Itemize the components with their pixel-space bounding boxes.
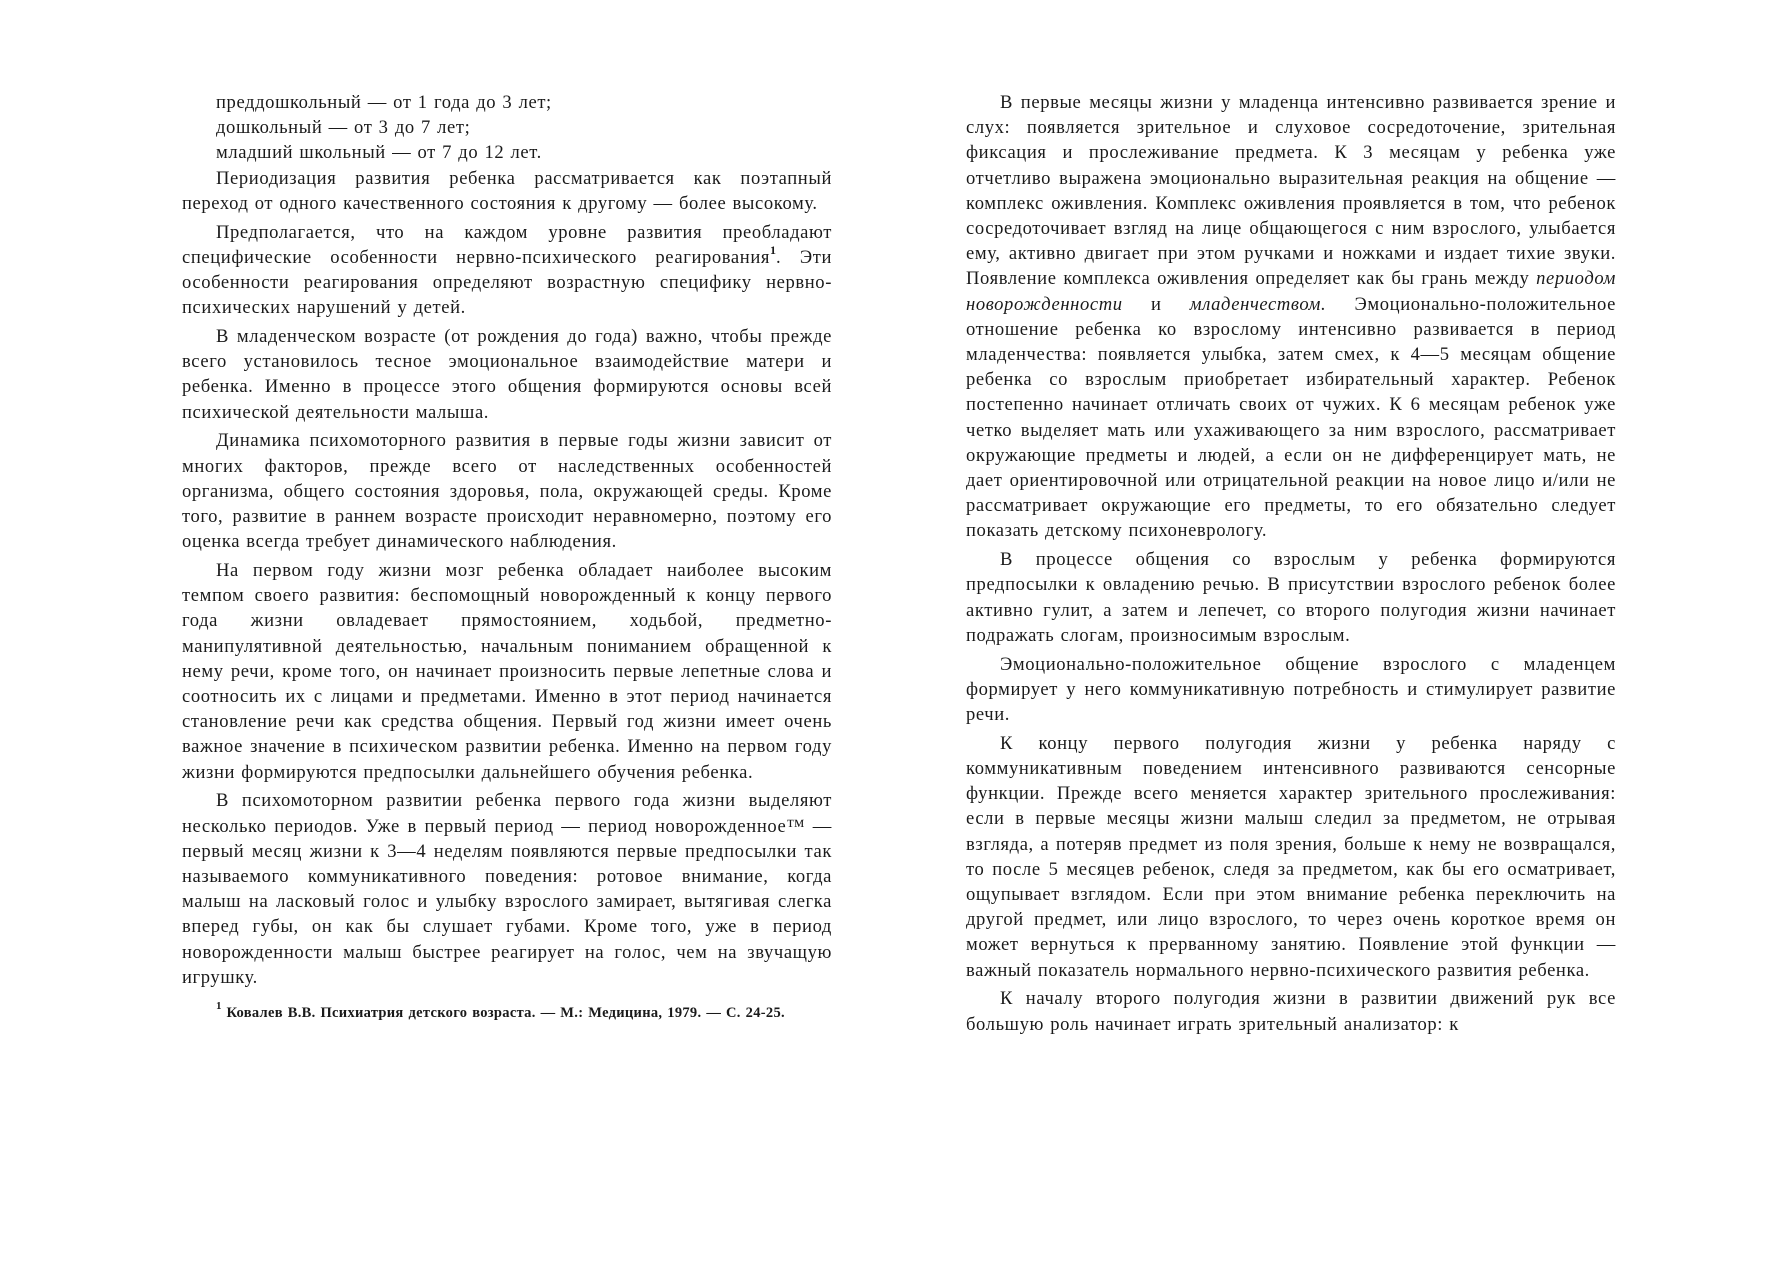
list-item: младший школьный — от 7 до 12 лет.	[216, 142, 542, 164]
footnote-text: Ковалев В.В. Психиатрия детского возраста. — М.: Медицина, 1979. — С. 24-25.	[226, 1005, 785, 1022]
paragraph-periods: В психомоторном развитии ребенка первого года жизни выделяют несколько периодов. Уже в первый период — период новорожденное™ — первый месяц жизни к 3—4 неделям появляются первые предпосылки так называемого коммуникативного поведения: ротовое внимание, когда малыш на ласковый голос и улыбку взрослого замирает, вытягивая слегка вперед губы, он как бы слушает губами. Кроме того, уже в период новорожденности малыш быстрее реагирует на голос, чем на звучащую игрушку.	[182, 790, 832, 988]
paragraph-emotional: Эмоционально-положительное общение взрослого с младенцем формирует у него коммуникативную потребность и стимулирует развитие речи.	[966, 653, 1616, 726]
paragraph-sensory: К концу первого полугодия жизни у ребенка наряду с коммуникативным поведением интенсивного развиваются сенсорные функции. Прежде всего меняется характер зрительного прослеживания: если в первые месяцы жизни малыш следил за предметом, не отрывая взгляда, а потеряв предмет из поля зрения, больше к нему не возвращался, то после 5 месяцев ребенок, следя за предметом, как бы его осматривает, ощупывает взглядом. Если при этом внимание ребенка переключить на другой предмет, или лицо взрослого, то через очень короткое время он может вернуться к прерванному занятию. Появление этой функции — важный показатель нормального нервно-психического развития ребенка.	[966, 732, 1616, 981]
paragraph-communication: В процессе общения со взрослым у ребенка формируются предпосылки к овладению речью. В присутствии взрослого ребенок более активно гулит, а затем и лепечет, со второго полугодия жизни начинает подражать слогам, произносимым взрослым.	[966, 549, 1616, 646]
paragraph-infancy: В младенческом возрасте (от рождения до года) важно, чтобы прежде всего установилось тесное эмоциональное взаимодействие матери и ребенка. Именно в процессе этого общения формируются основы всей психической деятельности малыша.	[182, 326, 832, 423]
paragraph-first-months	[966, 90, 1616, 544]
paragraph-text: Эмоционально-положительное отношение ребенка ко взрослому интенсивно развивается в период младенчества: появляется улыбка, затем смех, к 4—5 месяцам общение ребенка со взрослым приобретает избирательный характер. Ребенок постепенно начинает отличать своих от чужих. К 6 месяцам ребенок уже четко выделяет мать или ухаживающего за ним взрослого, рассматривает окружающие предметы и людей, а если он не дифференцирует мать, не дает ориентировочной или отрицательной реакции на новое лицо и/или не рассматривает окружающие его предметы, то его обязательно следует показать детскому психоневрологу.	[966, 293, 1616, 542]
paragraph-text: . Эти особенности реагирования определяют возрастную специфику нервно-психических нарушений у детей.	[182, 246, 832, 319]
paragraph-first-year: На первом году жизни мозг ребенка обладает наиболее высоким темпом своего развития: беспомощный новорожденный к концу первого года жизни овладевает прямостоянием, ходьбой, предметно-манипулятивной деятельностью, начальным пониманием обращенной к нему речи, кроме того, он начинает произносить первые лепетные слова и соотносить их с лицами и предметами. Именно в этот период начинается становление речи как средства общения. Первый год жизни имеет очень важное значение в психическом развитии ребенка. Именно на первом году жизни формируются предпосылки дальнейшего обучения ребенка.	[182, 560, 832, 783]
paragraph-second-half: К началу второго полугодия жизни в развитии движений рук все большую роль начинает играть зрительный анализатор: к	[966, 988, 1616, 1035]
list-item: дошкольный — от 3 до 7 лет;	[216, 117, 471, 139]
paragraph-periodization: Периодизация развития ребенка рассматривается как поэтапный переход от одного качественного состояния к другому — более высокому.	[182, 167, 832, 214]
paragraph-text: и	[1122, 293, 1190, 315]
emphasis-term: младенчеством.	[1189, 293, 1327, 315]
paragraph-specific-features	[182, 220, 832, 321]
footnote-marker: 1	[216, 1000, 222, 1013]
paragraph-dynamics: Динамика психомоторного развития в первые годы жизни зависит от многих факторов, прежде всего от наследственных особенностей организма, общего состояния здоровья, пола, окружающей среды. Кроме того, развитие в раннем возрасте происходит неравномерно, поэтому его оценка всегда требует динамического наблюдения.	[182, 430, 832, 553]
emphasis-term: периодом новорожденности	[966, 268, 1616, 315]
right-page	[966, 90, 1616, 1040]
paragraph-text: Предполагается, что на каждом уровне развития преобладают специфические особенности нервно-психического реагирования	[182, 221, 832, 268]
footnote	[182, 1002, 832, 1024]
footnote-reference: 1	[770, 242, 777, 257]
list-item: преддошкольный — от 1 года до 3 лет;	[216, 92, 552, 113]
left-page	[182, 90, 832, 1024]
paragraph-text: В первые месяцы жизни у младенца интенсивно развивается зрение и слух: появляется зрительное и слуховое сосредоточение, зрительная фиксация и прослеживание предмета. К 3 месяцам у ребенка уже отчетливо выражена эмоционально выразительная реакция на общение — комплекс оживления. Комплекс оживления проявляется в том, что ребенок сосредоточивает взгляд на лице общающегося с ним взрослого, улыбается ему, активно двигает при этом ручками и ножками и издает тихие звуки. Появление комплекса оживления определяет как бы грань между	[966, 92, 1616, 290]
